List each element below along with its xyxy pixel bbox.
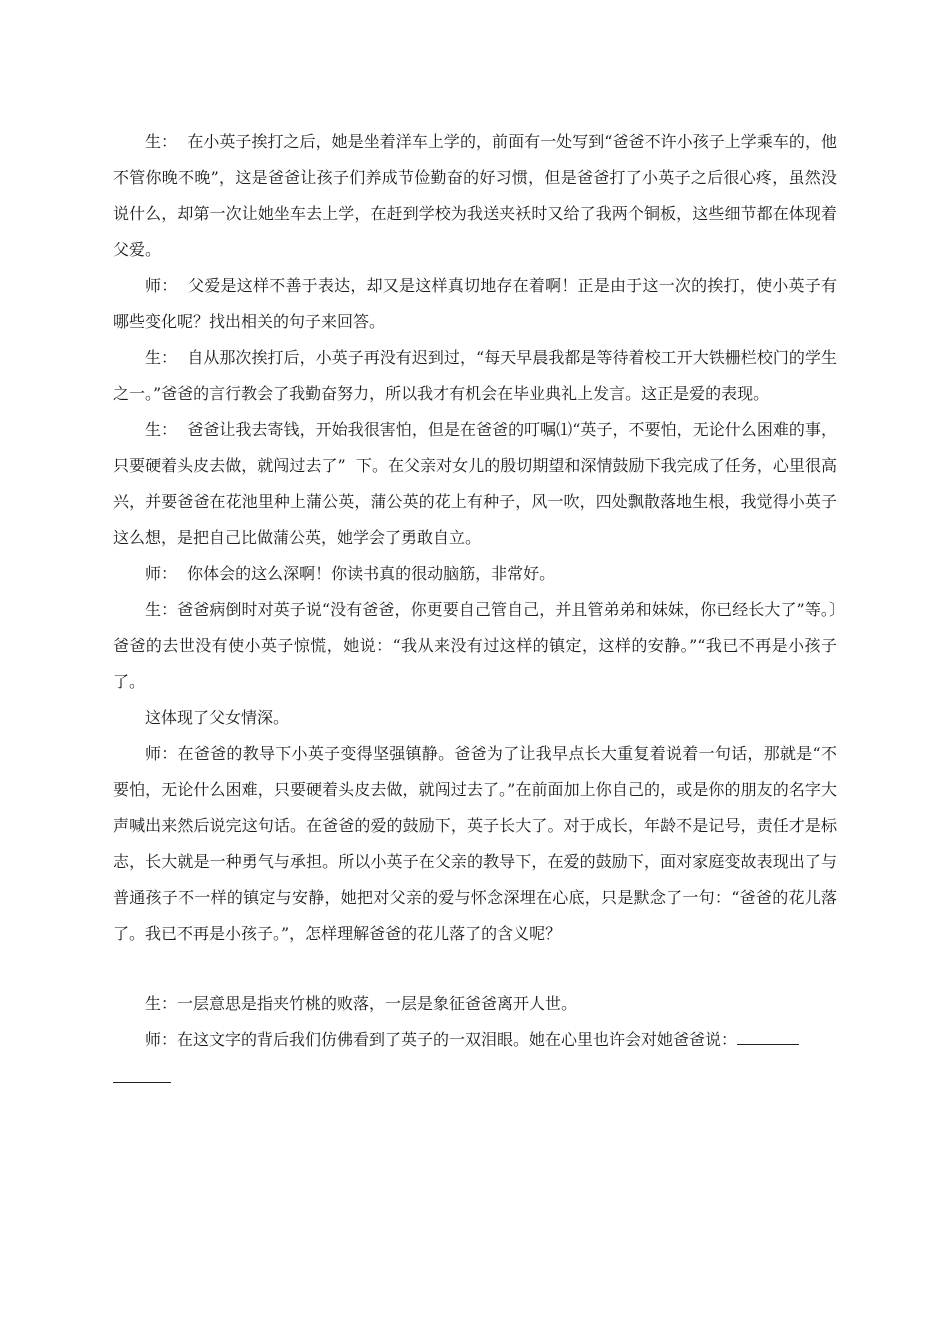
paragraph-teacher-2: 师： 你体会的这么深啊！你读书真的很动脑筋，非常好。	[145, 564, 556, 583]
paragraph-teacher-4	[113, 1022, 837, 1058]
paragraph-student-1: 生： 在小英子挨打之后，她是坐着洋车上学的，前面有一处写到“爸爸不许小孩子上学乘车的，他不管你晚不晚”，这是爸爸让孩子们养成节俭勤奋的好习惯，但是爸爸打了小英子之后很心疼，虽然没说什么，却第一次让她坐车去上学，在赶到学校为我送夹袄时又给了我两个铜板，这些细节都在体现着父爱。	[113, 132, 837, 259]
paragraph-teacher-3: 师：在爸爸的教导下小英子变得坚强镇静。爸爸为了让我早点长大重复着说着一句话，那就是“不要怕，无论什么困难，只要硬着头皮去做，就闯过去了。”在前面加上你自己的，或是你的朋友的名字大声喊出来然后说完这句话。在爸爸的爱的鼓励下，英子长大了。对于成长，年龄不是记号，责任才是标志，长大就是一种勇气与承担。所以小英子在父亲的教导下，在爱的鼓励下，面对家庭变故表现出了与普通孩子不一样的镇定与安静，她把对父亲的爱与怀念深埋在心底，只是默念了一句：“爸爸的花儿落了。我已不再是小孩子。”，怎样理解爸爸的花儿落了的含义呢？	[113, 744, 837, 943]
paragraph-student-2: 生： 自从那次挨打后，小英子再没有迟到过，“每天早晨我都是等待着校工开大铁栅栏校门的学生之一。”爸爸的言行教会了我勤奋努力，所以我才有机会在毕业典礼上发言。这正是爱的表现。	[113, 348, 837, 403]
paragraph-student-4: 生：爸爸病倒时对英子说“没有爸爸，你更要自己管自己，并且管弟弟和妹妹，你已经长大了”等。〕爸爸的去世没有使小英子惊慌，她说：“我从来没有过这样的镇定，这样的安静。”“我已不再是小孩子了。	[113, 600, 837, 691]
paragraph-student-3: 生： 爸爸让我去寄钱，开始我很害怕，但是在爸爸的叮嘱⑴“英子，不要怕，无论什么困难的事，只要硬着头皮去做，就闯过去了” 下。在父亲对女儿的殷切期望和深情鼓励下我完成了任务，心里很高兴，并要爸爸在花池里种上蒲公英，蒲公英的花上有种子，风一吹，四处飘散落地生根，我觉得小英子这么想，是把自己比做蒲公英，她学会了勇敢自立。	[113, 420, 837, 547]
paragraph-teacher-4-text: 师：在这文字的背后我们仿佛看到了英子的一双泪眼。她在心里也许会对她爸爸说：	[145, 1030, 738, 1049]
paragraph-comment: 这体现了父女情深。	[145, 708, 290, 727]
lesson-transcript	[113, 124, 837, 1094]
paragraph-student-5: 生：一层意思是指夹竹桃的败落，一层是象征爸爸离开人世。	[145, 994, 578, 1013]
answer-blank-line-2	[113, 1058, 171, 1094]
paragraph-teacher-1: 师： 父爱是这样不善于表达，却又是这样真切地存在着啊！正是由于这一次的挨打，使小英子有哪些变化呢？找出相关的句子来回答。	[113, 276, 837, 331]
answer-blank-line	[737, 1043, 799, 1045]
